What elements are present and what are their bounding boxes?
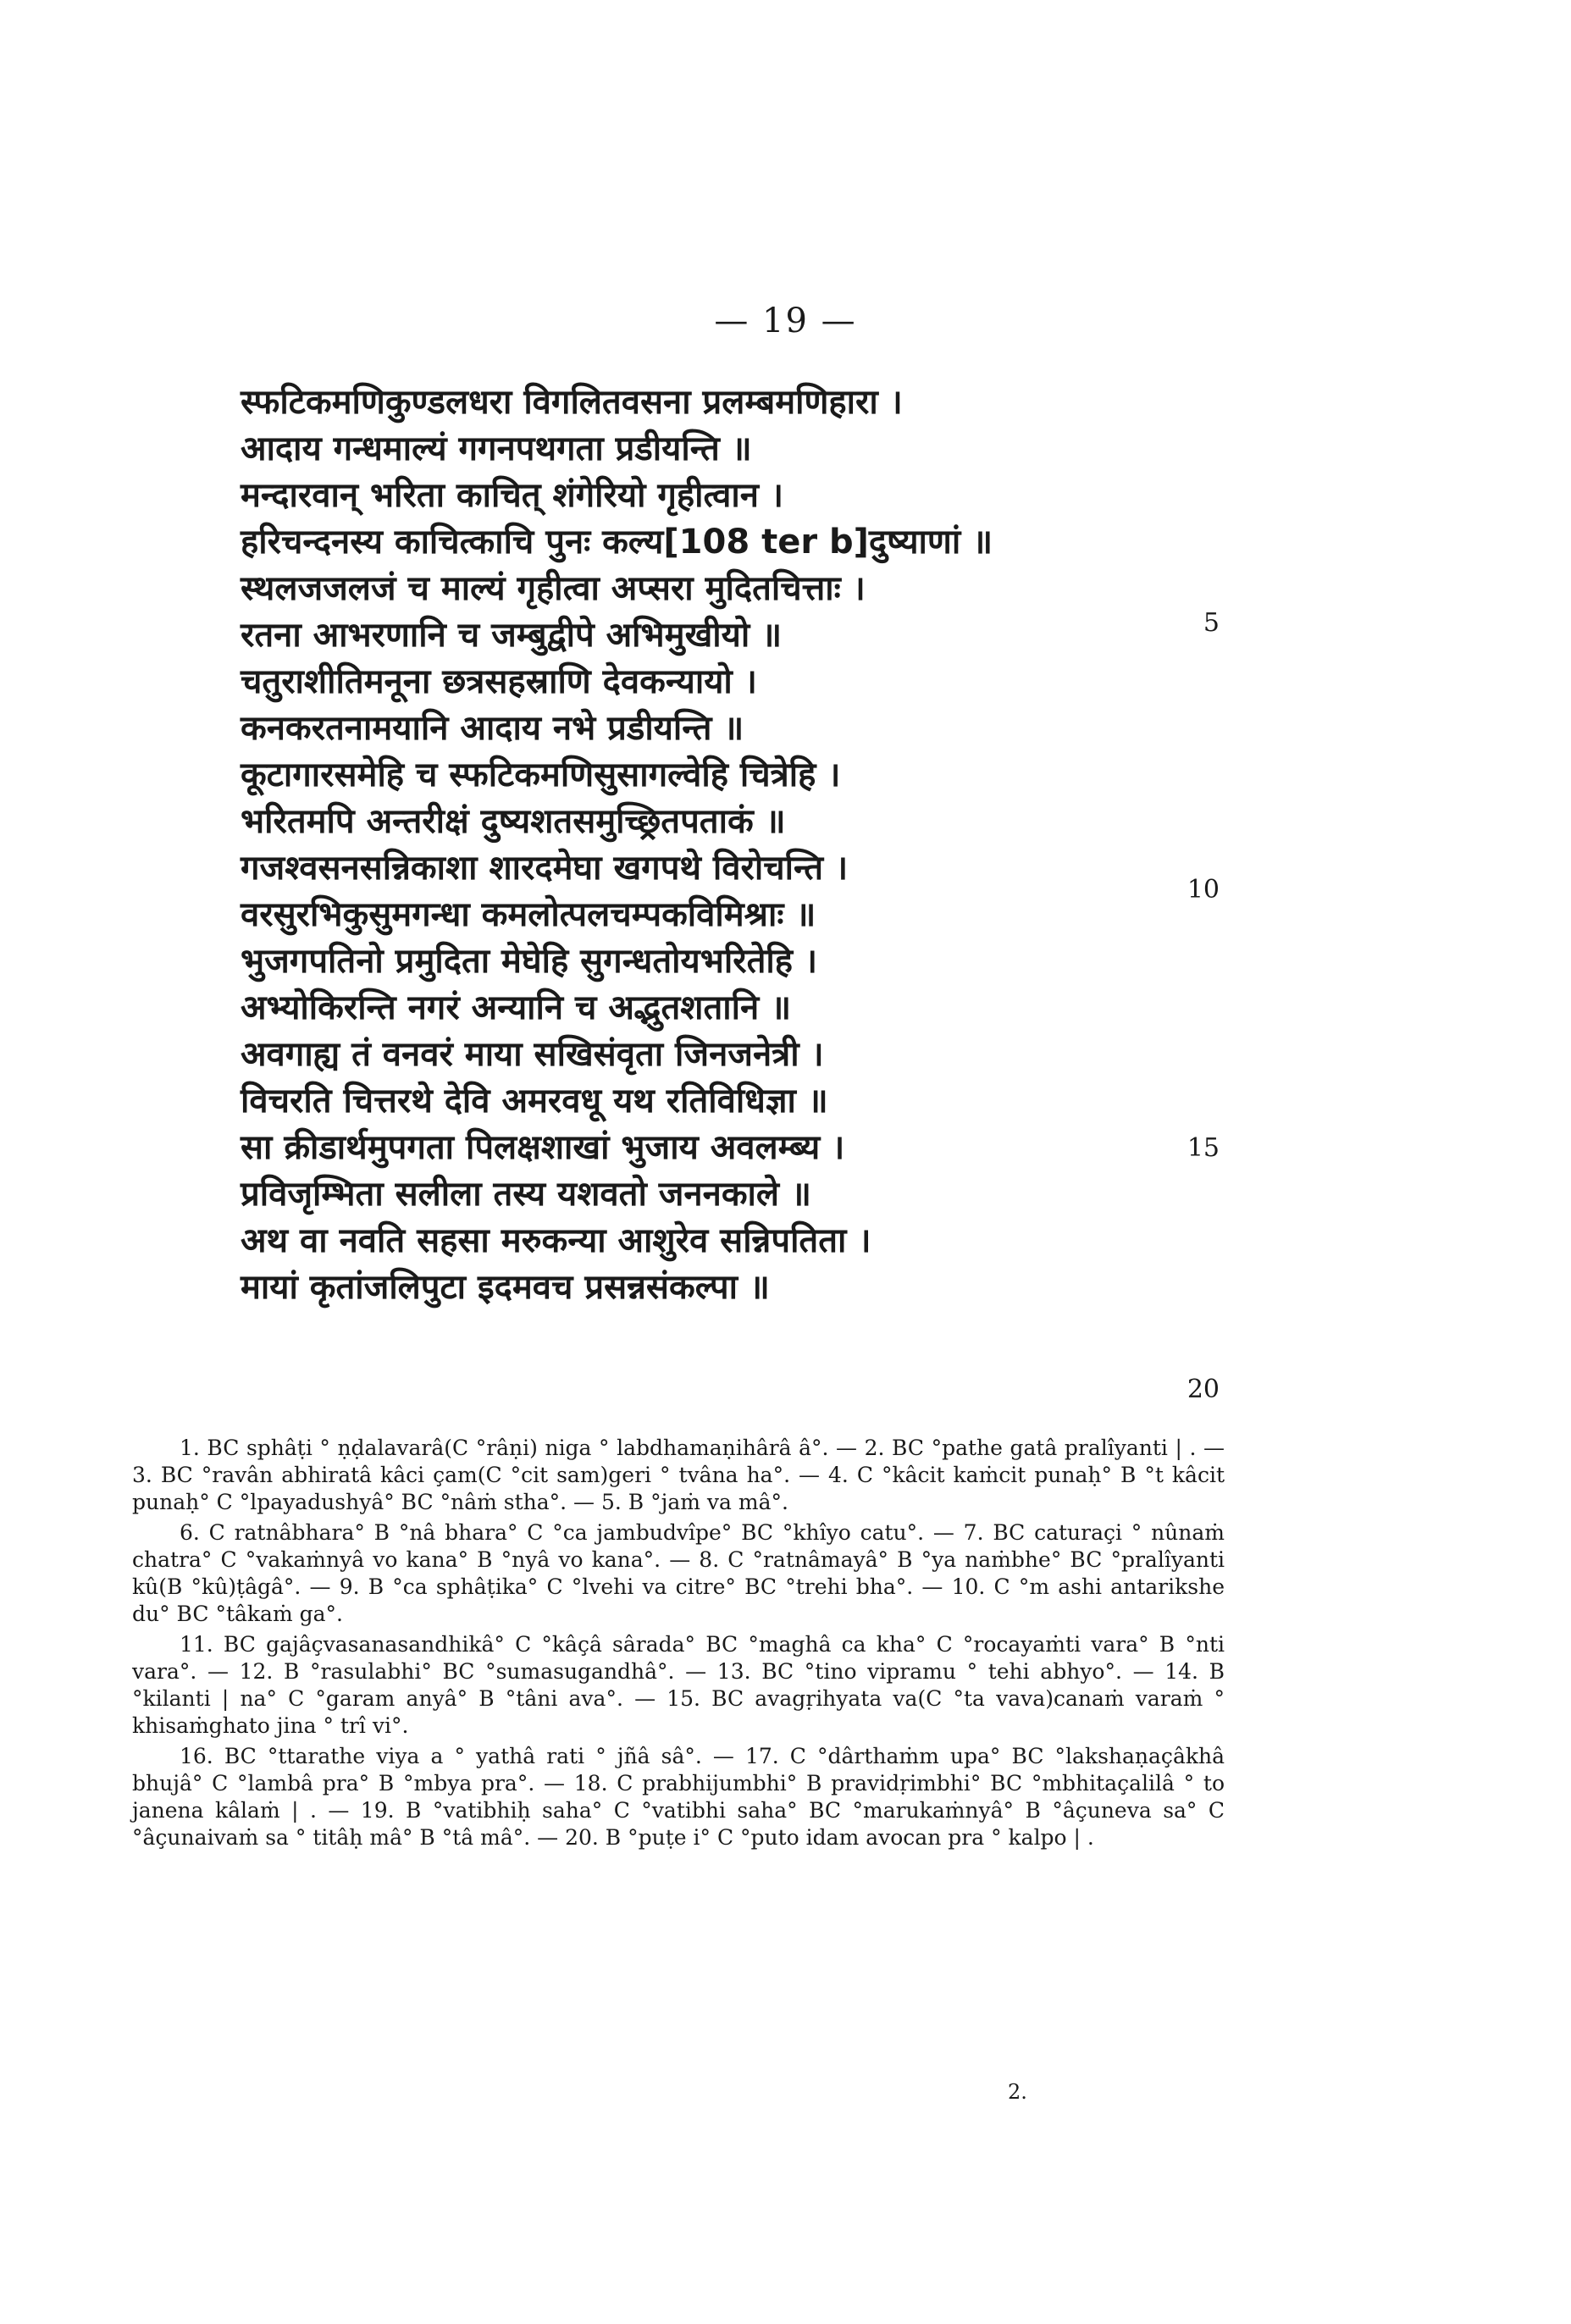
note-paragraph: 11. BC gajâçvasanasandhikâ° C °kâçâ sârada° BC °maghâ ca kha° C °rocayaṁti vara° B °nti vara°. — 12. B °rasulabhi° BC °sumasugandhâ°. — 13. BC °tino vipramu ° tehi abhyo°. — 14. B °kilanti | na° C °garam anyâ° B °tâni ava°. — 15. BC avagṛihyata va(C °ta vava)canaṁ varaṁ ° khisaṁghato jina ° trî vi°. — [132, 1632, 1225, 1738]
verse-line: भुजगपतिनो प्रमुदिता मेघेहि सुगन्धतोयभरितेहि । — [241, 942, 818, 981]
note-paragraph: 16. BC °ttarathe viya a ° yathâ rati ° jñâ sâ°. — 17. C °dârthaṁm upa° BC °lakshaṇaçâkhâ bhujâ° C °lambâ pra° B °mbya pra°. — 18. C prabhijumbhi° B pravidṛimbhi° BC °mbhitaçalilâ ° to janena kâlaṁ | . — 19. B °vatibhiḥ saha° C °vatibhi saha° BC °marukaṁnyâ° B °âçuneva sa° C °âçunaivaṁ sa ° titâḥ mâ° B °tâ mâ°. — 20. B °puṭe i° C °puto idam avocan pra ° kalpo | . — [132, 1744, 1225, 1850]
note-paragraph: 1. BC sphâṭi ° ṇḍalavarâ(C °râṇi) niga ° labdhamaṇihârâ â°. — 2. BC °pathe gatâ pralîyanti | . — 3. BC °ravân abhiratâ kâci çam(C °cit sam)geri ° tvâna ha°. — 4. C °kâcit kaṁcit punaḥ° B °t kâcit punaḥ° C °lpayadushyâ° BC °nâṁ stha°. — 5. B °jaṁ va mâ°. — [132, 1436, 1225, 1514]
note-paragraph: 6. C ratnâbhara° B °nâ bhara° C °ca jambudvîpe° BC °khîyo catu°. — 7. BC caturaçi ° nûnaṁ chatra° C °vakaṁnyâ vo kana° B °nyâ vo kana°. — 8. C °ratnâmayâ° B °ya naṁbhe° BC °pralîyanti kû(B °kû)ṭâgâ°. — 9. B °ca sphâṭika° C °lvehi va citre° BC °trehi bha°. — 10. C °m ashi antarikshe du° BC °tâkaṁ ga°. — [132, 1520, 1225, 1626]
page-number: — 19 — — [714, 302, 857, 340]
verse-line: चतुराशीतिमनूना छत्रसहस्राणि देवकन्यायो । — [241, 662, 757, 701]
verse-line: वरसुरभिकुसुमगन्धा कमलोत्पलचम्पकविमिश्राः ॥ — [241, 895, 816, 934]
verse-line: कनकरतनामयानि आदाय नभे प्रडीयन्ति ॥ — [241, 709, 744, 748]
verse-line: मन्दारवान् भरिता काचित् शंगेरियो गृहीत्वान । — [241, 476, 783, 515]
verse-line: आदाय गन्धमाल्यं गगनपथगता प्रडीयन्ति ॥ — [241, 429, 752, 468]
verse-line: भरितमपि अन्तरीक्षं दुष्यशतसमुच्छ्रितपताकं ॥ — [241, 802, 786, 841]
verse-line: हरिचन्दनस्य काचित्काचि पुनः कल्य[108 ter b]दुष्याणां ॥ — [241, 523, 993, 562]
line-number: 10 — [1187, 875, 1220, 905]
verse-line: प्रविजृम्भिता सलीला तस्य यशवतो जननकाले ॥ — [241, 1175, 811, 1214]
line-number-margin — [1101, 379, 1321, 1480]
verse-line: स्फटिकमणिकुण्डलधरा विगलितवसना प्रलम्बमणिहारा । — [241, 383, 903, 422]
verse-line: गजश्वसनसन्निकाशा शारदमेघा खगपथे विरोचन्ति । — [241, 849, 849, 888]
verse-line: स्थलजजलजं च माल्यं गृहीत्वा अप्सरा मुदितचित्ताः । — [241, 569, 866, 608]
verse-line: मायां कृतांजलिपुटा इदमवच प्रसन्नसंकल्पा ॥ — [241, 1268, 770, 1307]
verse-line: विचरति चित्तरथे देवि अमरवधू यथ रतिविधिज्ञा ॥ — [241, 1082, 828, 1120]
verse-line: अभ्योकिरन्ति नगरं अन्यानि च अद्भुतशतानि ॥ — [241, 988, 792, 1027]
verse-line: अथ वा नवति सहसा मरुकन्या आशुरेव सन्निपतिता । — [241, 1221, 871, 1260]
verse-line: सा क्रीडार्थमुपगता पिलक्षशाखां भुजाय अवलम्ब्य । — [241, 1128, 845, 1167]
critical-apparatus — [132, 1435, 1225, 1855]
line-number: 20 — [1187, 1375, 1220, 1404]
line-number: 5 — [1203, 608, 1220, 638]
verse-line: अवगाह्य तं वनवरं माया सखिसंवृता जिनजनेत्री । — [241, 1035, 824, 1074]
verse-line: रतना आभरणानि च जम्बुद्वीपे अभिमुखीयो ॥ — [241, 616, 783, 655]
verse-line: कूटागारसमेहि च स्फटिकमणिसुसागल्वेहि चित्रेहि । — [241, 755, 841, 794]
signature-mark: 2. — [1008, 2080, 1027, 2104]
line-number: 15 — [1187, 1133, 1220, 1163]
